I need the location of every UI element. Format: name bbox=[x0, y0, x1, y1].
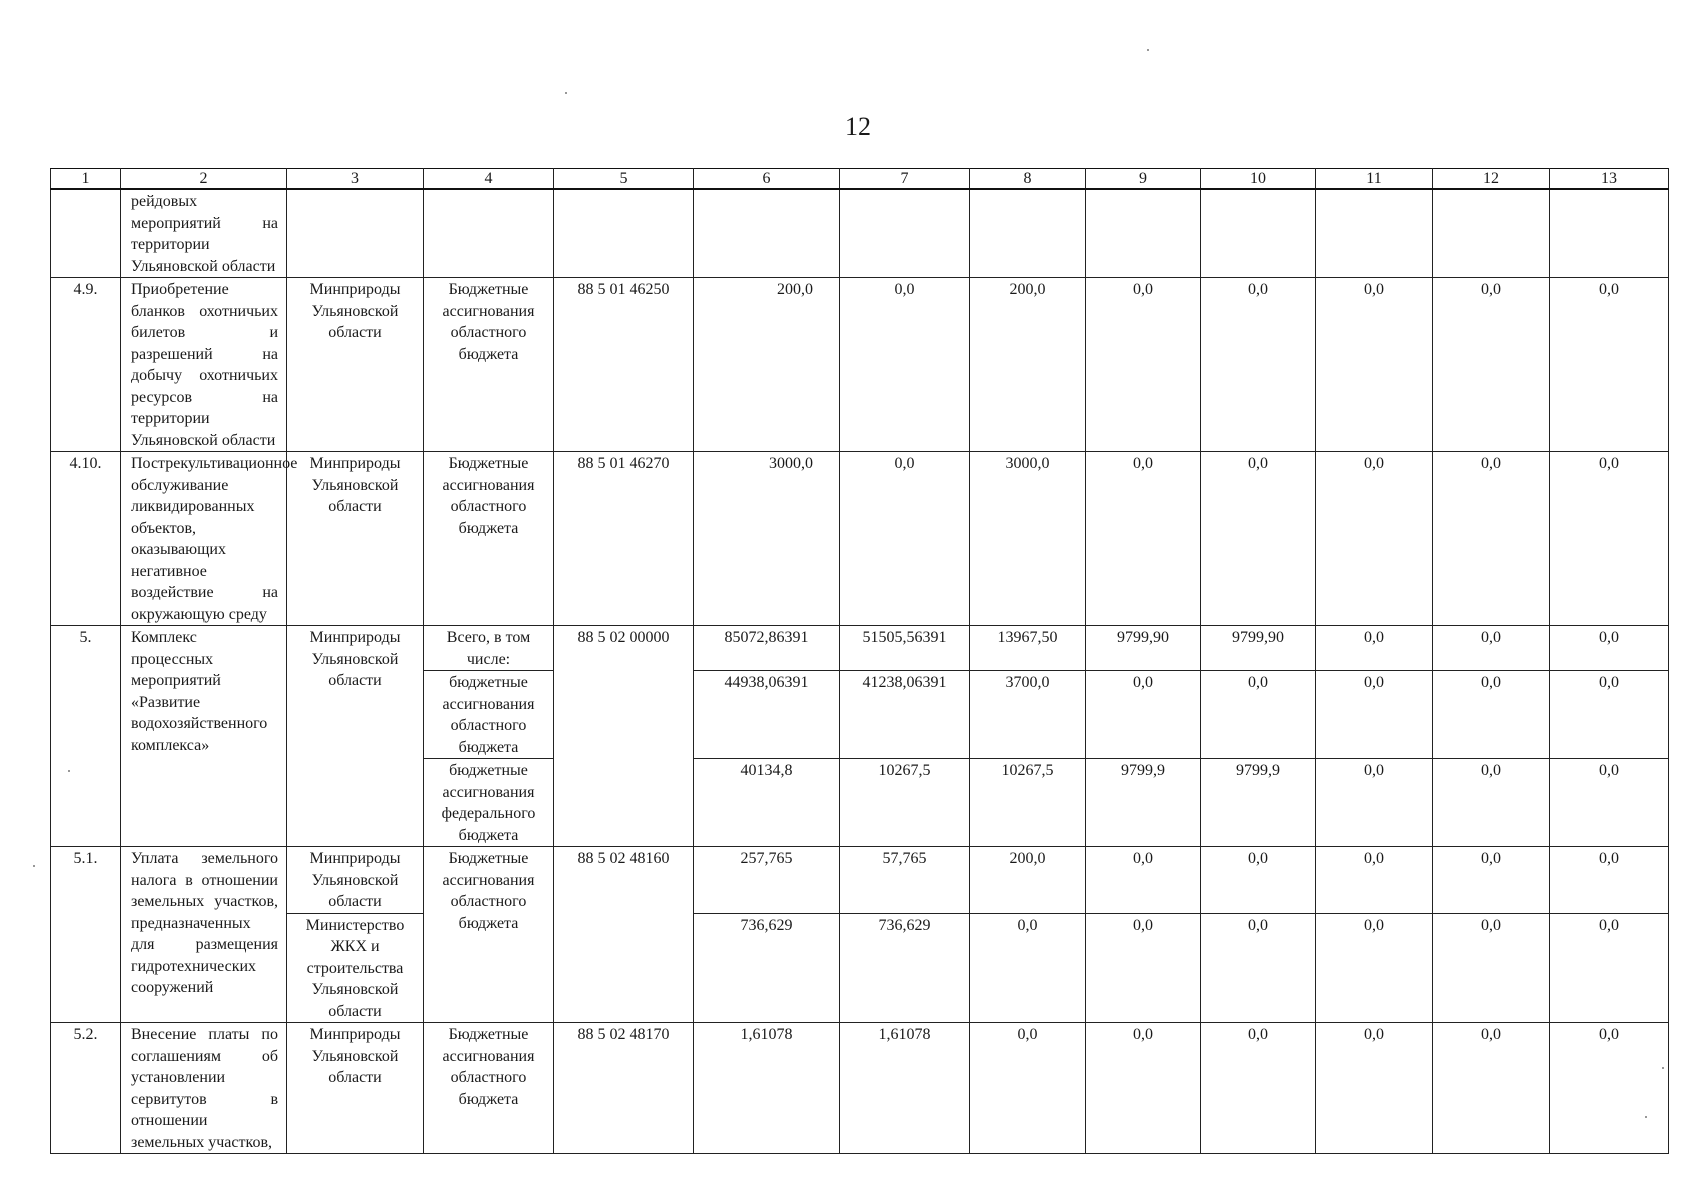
value-cell: 0,0 bbox=[1316, 847, 1433, 914]
organization-cell: Минприроды Ульяновской области bbox=[287, 278, 424, 452]
scan-speck bbox=[1662, 1067, 1664, 1069]
scan-speck bbox=[1645, 1116, 1647, 1118]
value-cell: 0,0 bbox=[1550, 278, 1669, 452]
value-cell: 200,0 bbox=[970, 847, 1086, 914]
value-cell: 13967,50 bbox=[970, 626, 1086, 671]
value-cell: 0,0 bbox=[1433, 847, 1550, 914]
value-cell: 736,629 bbox=[694, 913, 840, 1023]
value-cell: 10267,5 bbox=[970, 759, 1086, 847]
funding-source-cell: бюджетные ассигнования областного бюджета bbox=[424, 671, 554, 759]
value-cell: 0,0 bbox=[840, 278, 970, 452]
organization-cell: Министерство ЖКХ и строительства Ульяновской области bbox=[287, 913, 424, 1023]
organization-cell: Минприроды Ульяновской области bbox=[287, 626, 424, 847]
organization-cell: Минприроды Ульяновской области bbox=[287, 1023, 424, 1154]
value-cell: 1,61078 bbox=[840, 1023, 970, 1154]
page-number: 12 bbox=[845, 112, 871, 141]
value-cell: 0,0 bbox=[1086, 452, 1201, 626]
value-cell: 3700,0 bbox=[970, 671, 1086, 759]
item-number: 4.9. bbox=[51, 278, 121, 452]
value-cell: 0,0 bbox=[1086, 278, 1201, 452]
description-cell: Пострекультивационное обслуживание ликвидированных объектов, оказывающих негативное воздействие на окружающую среду bbox=[121, 452, 287, 626]
value-cell: 0,0 bbox=[1433, 626, 1550, 671]
column-number-2: 2 bbox=[121, 169, 287, 190]
item-number: 5.2. bbox=[51, 1023, 121, 1154]
value-cell: 0,0 bbox=[970, 913, 1086, 1023]
column-number-12: 12 bbox=[1433, 169, 1550, 190]
column-number-1: 1 bbox=[51, 169, 121, 190]
value-cell: 3000,0 bbox=[694, 452, 840, 626]
value-cell: 0,0 bbox=[1316, 1023, 1433, 1154]
value-cell: 0,0 bbox=[1086, 671, 1201, 759]
funding-source-cell: Бюджетные ассигнования областного бюджета bbox=[424, 847, 554, 1023]
description-cell: Уплата земельного налога в отношении земельных участков, предназначенных для размещения гидротехнических сооружений bbox=[121, 847, 287, 1023]
value-cell: 0,0 bbox=[1550, 1023, 1669, 1154]
item-number: 5.1. bbox=[51, 847, 121, 1023]
table-row bbox=[51, 913, 1669, 1023]
value-cell: 0,0 bbox=[1433, 671, 1550, 759]
item-number: 5. bbox=[51, 626, 121, 847]
value-cell: 9799,9 bbox=[1086, 759, 1201, 847]
table-row bbox=[51, 189, 1669, 278]
table-row bbox=[51, 847, 1669, 914]
value-cell: 0,0 bbox=[1550, 452, 1669, 626]
value-cell: 0,0 bbox=[1201, 278, 1316, 452]
value-cell: 0,0 bbox=[1433, 452, 1550, 626]
value-cell: 9799,90 bbox=[1086, 626, 1201, 671]
value-cell: 10267,5 bbox=[840, 759, 970, 847]
budget-table bbox=[50, 168, 1669, 1154]
value-cell: 200,0 bbox=[694, 278, 840, 452]
column-number-11: 11 bbox=[1316, 169, 1433, 190]
value-cell: 0,0 bbox=[1086, 1023, 1201, 1154]
column-number-8: 8 bbox=[970, 169, 1086, 190]
column-number-6: 6 bbox=[694, 169, 840, 190]
column-number-row bbox=[51, 169, 1669, 190]
budget-code-cell: 88 5 01 46270 bbox=[554, 452, 694, 626]
value-cell: 0,0 bbox=[1433, 913, 1550, 1023]
budget-code-cell: 88 5 02 00000 bbox=[554, 626, 694, 847]
value-cell: 0,0 bbox=[1550, 671, 1669, 759]
value-cell: 41238,06391 bbox=[840, 671, 970, 759]
value-cell: 0,0 bbox=[1201, 913, 1316, 1023]
value-cell: 0,0 bbox=[1433, 278, 1550, 452]
scan-speck bbox=[565, 92, 567, 94]
value-cell: 0,0 bbox=[1201, 671, 1316, 759]
column-number-7: 7 bbox=[840, 169, 970, 190]
value-cell: 257,765 bbox=[694, 847, 840, 914]
value-cell: 9799,90 bbox=[1201, 626, 1316, 671]
organization-cell: Минприроды Ульяновской области bbox=[287, 452, 424, 626]
budget-code-cell: 88 5 02 48170 bbox=[554, 1023, 694, 1154]
item-number: 4.10. bbox=[51, 452, 121, 626]
column-number-9: 9 bbox=[1086, 169, 1201, 190]
funding-source-cell: Бюджетные ассигнования областного бюджета bbox=[424, 452, 554, 626]
value-cell: 0,0 bbox=[1550, 759, 1669, 847]
value-cell: 0,0 bbox=[1550, 913, 1669, 1023]
column-number-4: 4 bbox=[424, 169, 554, 190]
value-cell: 0,0 bbox=[1201, 452, 1316, 626]
value-cell: 0,0 bbox=[1201, 847, 1316, 914]
value-cell: 0,0 bbox=[1086, 913, 1201, 1023]
value-cell: 0,0 bbox=[1316, 452, 1433, 626]
value-cell: 736,629 bbox=[840, 913, 970, 1023]
organization-cell: Минприроды Ульяновской области bbox=[287, 847, 424, 914]
value-cell: 57,765 bbox=[840, 847, 970, 914]
value-cell: 0,0 bbox=[1316, 626, 1433, 671]
value-cell: 0,0 bbox=[1316, 759, 1433, 847]
value-cell: 51505,56391 bbox=[840, 626, 970, 671]
table-row bbox=[51, 626, 1669, 671]
column-number-5: 5 bbox=[554, 169, 694, 190]
value-cell: 9799,9 bbox=[1201, 759, 1316, 847]
value-cell: 44938,06391 bbox=[694, 671, 840, 759]
funding-source-cell: бюджетные ассигнования федерального бюджета bbox=[424, 759, 554, 847]
value-cell: 1,61078 bbox=[694, 1023, 840, 1154]
table-row bbox=[51, 278, 1669, 452]
table-row bbox=[51, 1023, 1669, 1154]
value-cell: 0,0 bbox=[1433, 1023, 1550, 1154]
scan-speck bbox=[68, 770, 70, 772]
description-cell: Приобретение бланков охотничьих билетов и разрешений на добычу охотничьих ресурсов на территории Ульяновской области bbox=[121, 278, 287, 452]
column-number-13: 13 bbox=[1550, 169, 1669, 190]
value-cell: 200,0 bbox=[970, 278, 1086, 452]
value-cell: 85072,86391 bbox=[694, 626, 840, 671]
value-cell: 0,0 bbox=[970, 1023, 1086, 1154]
description-cell: Комплекс процессных мероприятий «Развитие водохозяйственного комплекса» bbox=[121, 626, 287, 847]
value-cell: 40134,8 bbox=[694, 759, 840, 847]
value-cell: 0,0 bbox=[1201, 1023, 1316, 1154]
value-cell: 0,0 bbox=[1086, 847, 1201, 914]
value-cell: 0,0 bbox=[1316, 671, 1433, 759]
funding-source-cell: Бюджетные ассигнования областного бюджета bbox=[424, 278, 554, 452]
value-cell: 0,0 bbox=[1316, 913, 1433, 1023]
value-cell: 0,0 bbox=[1550, 847, 1669, 914]
value-cell: 0,0 bbox=[1550, 626, 1669, 671]
budget-code-cell: 88 5 01 46250 bbox=[554, 278, 694, 452]
value-cell: 3000,0 bbox=[970, 452, 1086, 626]
description-cell: Внесение платы по соглашениям об установлении сервитутов в отношении земельных участков, bbox=[121, 1023, 287, 1154]
column-number-10: 10 bbox=[1201, 169, 1316, 190]
funding-source-cell: Всего, в том числе: bbox=[424, 626, 554, 671]
table-row bbox=[51, 452, 1669, 626]
column-number-3: 3 bbox=[287, 169, 424, 190]
value-cell: 0,0 bbox=[1316, 278, 1433, 452]
scan-speck bbox=[33, 865, 35, 867]
budget-code-cell: 88 5 02 48160 bbox=[554, 847, 694, 1023]
value-cell: 0,0 bbox=[840, 452, 970, 626]
description-cell: рейдовых мероприятий на территории Ульяновской области bbox=[121, 189, 287, 278]
value-cell: 0,0 bbox=[1433, 759, 1550, 847]
funding-source-cell: Бюджетные ассигнования областного бюджета bbox=[424, 1023, 554, 1154]
scan-speck bbox=[1147, 49, 1149, 51]
